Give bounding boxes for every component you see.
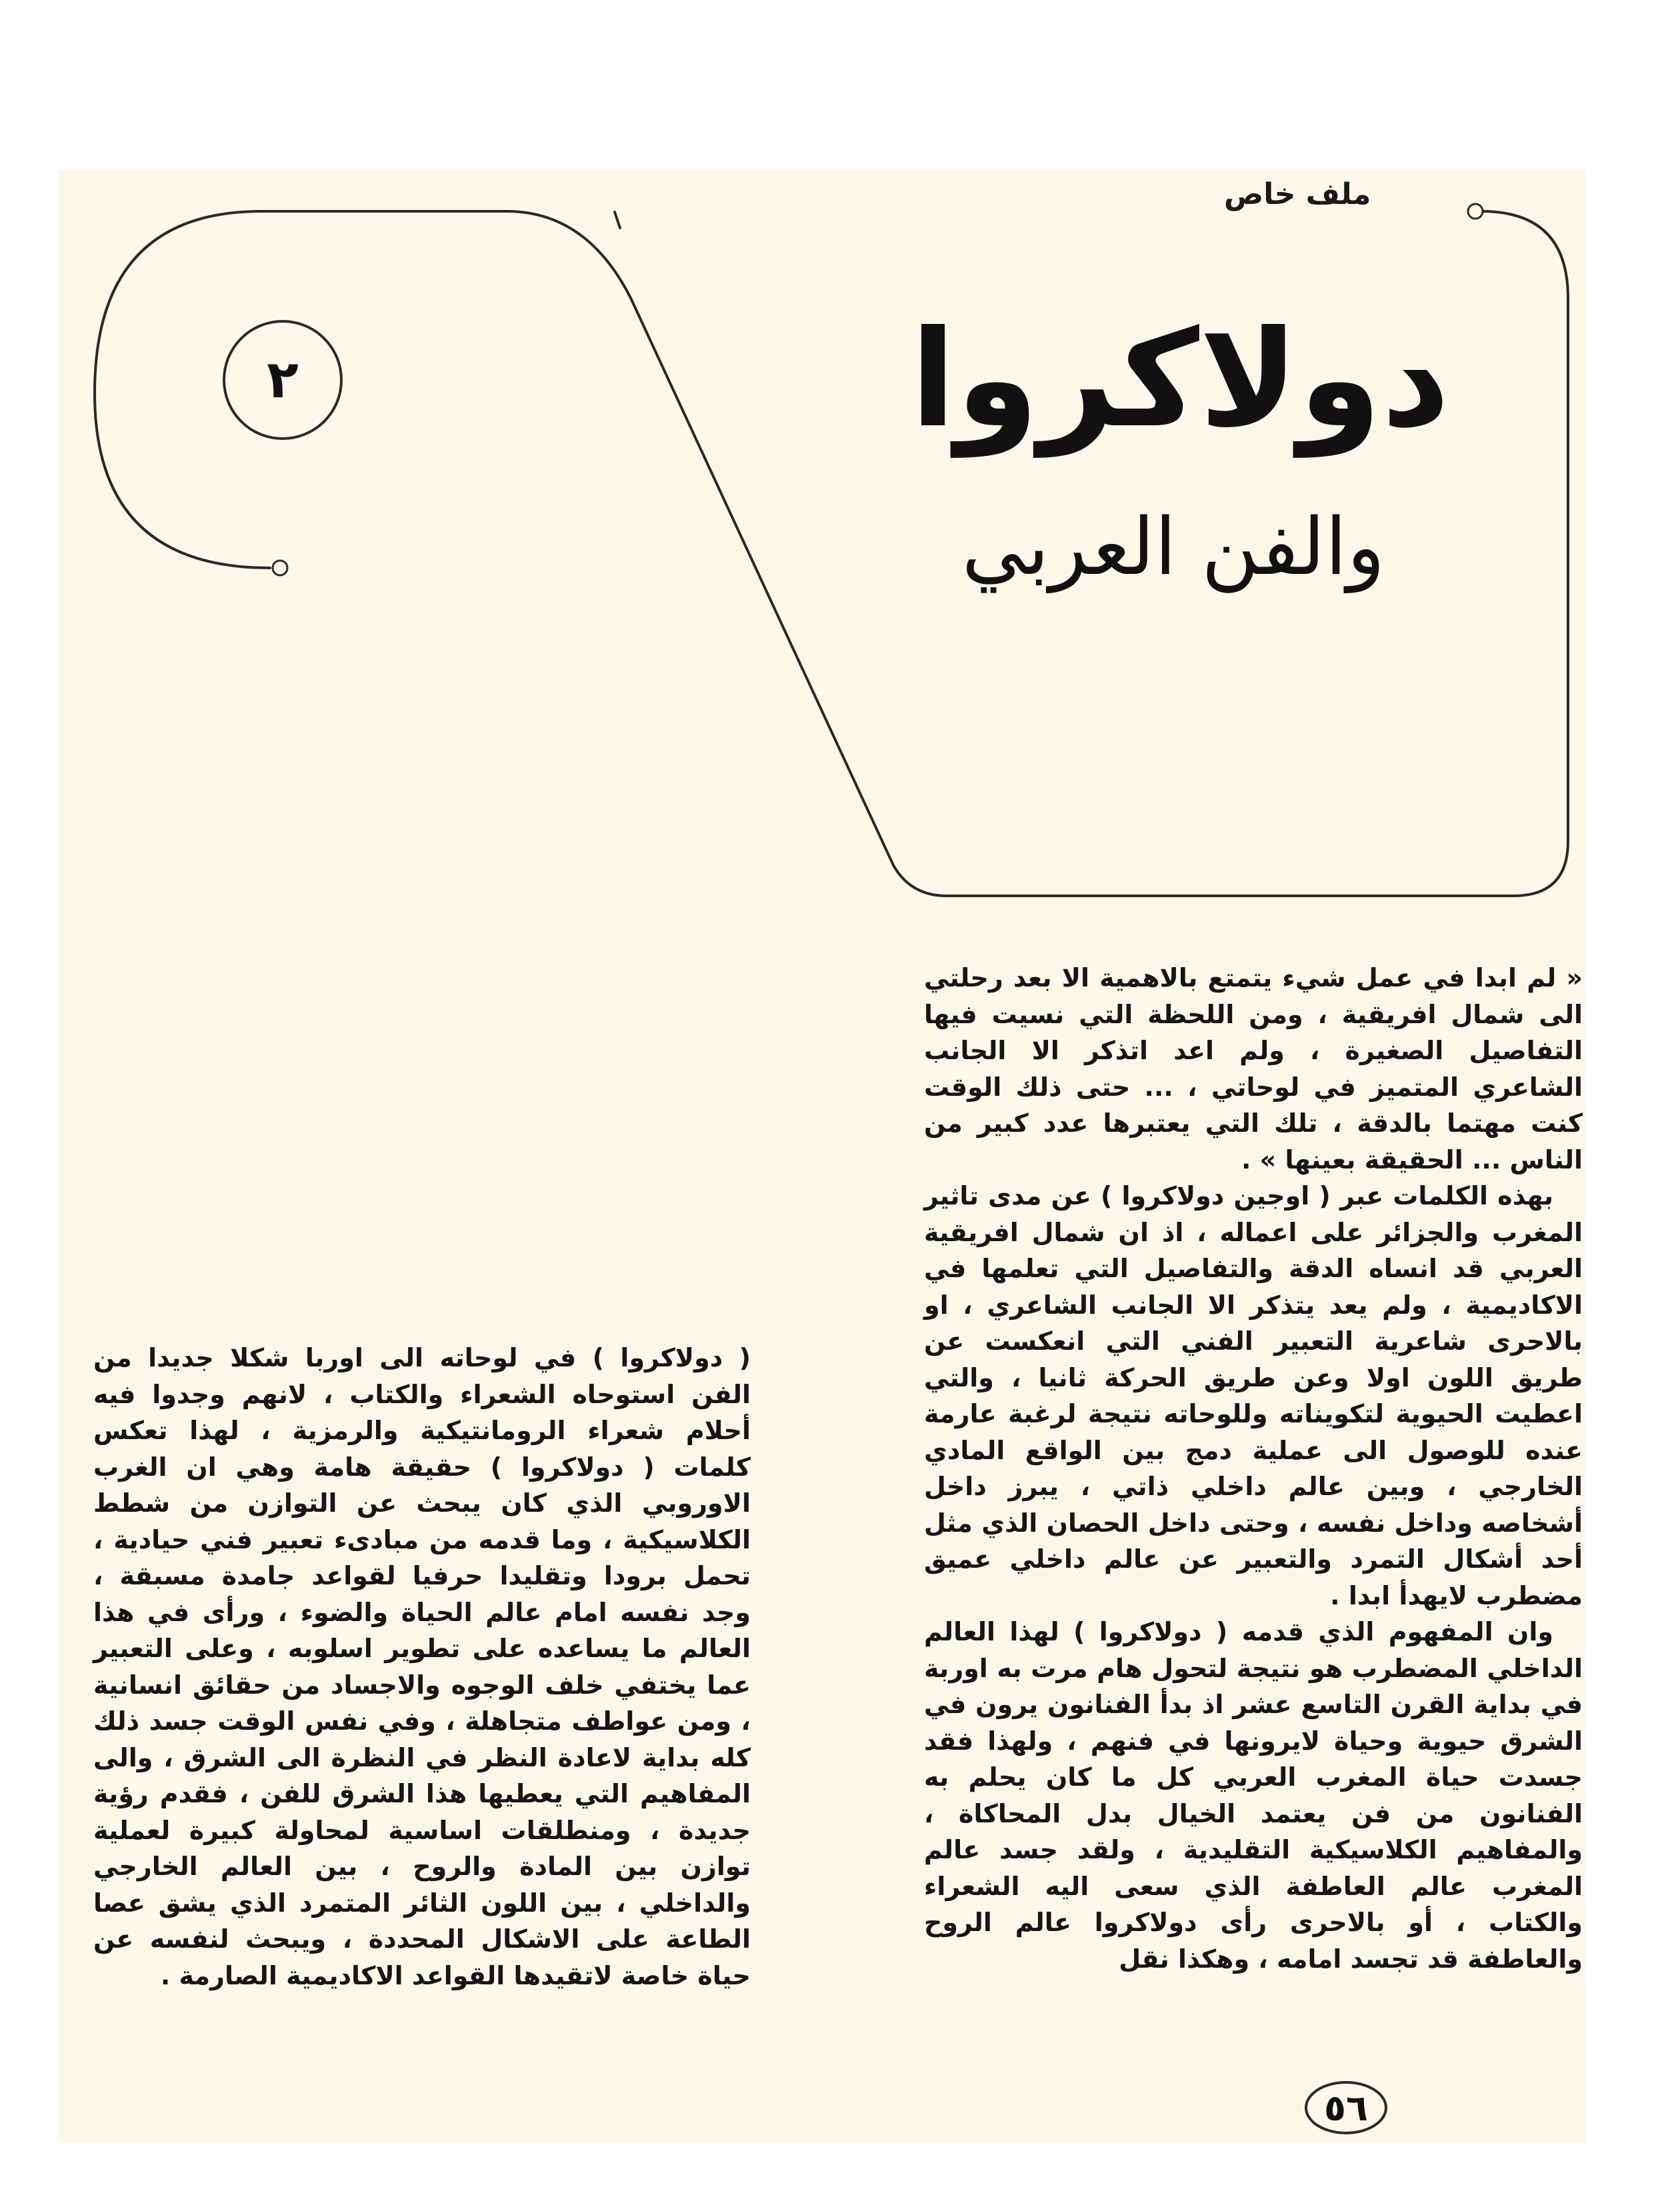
section-tag: ملف خاص	[1224, 177, 1371, 211]
issue-number: ٢	[267, 350, 299, 410]
paragraph: بهذه الكلمات عبر ( اوجين دولاكروا ) عن مدى تاثير المغرب والجزائر على اعماله ، اذ ان شمال افريقية العربي قد انساه الدقة والتفاصيل التي تعلمها في الاكاديمية ، ولم يعد يتذكر الا الجانب الشاعري ، او بالاحرى شاعرية التعبير الفني التي انعكست عن طريق اللون اولا وعن طريق الحركة ثانيا ، والتي اعطيت الحيوية لتكويناته وللوحاته نتيجة لرغبة عارمة عنده للوصول الى عملية دمج بين الواقع المادي الخارجي ، وبين عالم داخلي ذاتي ، يبرز داخل أشخاصه وداخل نفسه ، وحتى داخل الحصان الذي مثل أحد أشكال التمرد والتعبير عن عالم داخلي عميق مضطرب لايهدأ ابدا .	[924, 1181, 1583, 1610]
page-number: ٥٦	[1324, 2086, 1368, 2129]
frame-tick	[615, 212, 620, 228]
article-column-left	[93, 1340, 751, 1994]
paragraph: « لم ابدا في عمل شيء يتمتع بالاهمية الا بعد رحلتي الى شمال افريقية ، ومن اللحظة التي نسيت فيها التفاصيل الصغيرة ، ولم اعد اتذكر الا الجانب الشاعري المتميز في لوحاتي ، ... حتى ذلك الوقت كنت مهتما بالدقة ، تلك التي يعتبرها عدد كبير من الناس ... الحقيقة بعينها » .	[924, 963, 1583, 1174]
frame-end-dot	[273, 561, 287, 575]
paragraph: وان المفهوم الذي قدمه ( دولاكروا ) لهذا العالم الداخلي المضطرب هو نتيجة لتحول هام مرت به اوربة في بداية القرن التاسع عشر اذ بدأ الفنانون يرون في الشرق حيوية وحياة لايرونها في فنهم ، ولهذا فقد جسدت حياة المغرب العربي كل ما كان يحلم به الفنانون من فن يعتمد الخيال بدل المحاكاة ، والمفاهيم الكلاسيكية التقليدية ، ولقد جسد عالم المغرب عالم العاطفة الذي سعى اليه الشعراء والكتاب ، أو بالاحرى رأى دولاكروا عالم الروح والعاطفة قد تجسد امامه ، وهكذا نقل	[924, 1617, 1583, 1974]
article-column-right	[924, 960, 1583, 1977]
title-subtitle: والفن العربي	[961, 501, 1385, 593]
frame-end-dot	[1468, 204, 1483, 219]
title-main: دولاكروا	[910, 302, 1450, 457]
paragraph: ( دولاكروا ) في لوحاته الى اوربا شكلا جديدا من الفن استوحاه الشعراء والكتاب ، لانهم وجدوا فيه أحلام شعراء الرومانتيكية والرمزية ، لهذا تعكس كلمات ( دولاكروا ) حقيقة هامة وهي ان الغرب الاوروبي الذي كان يبحث عن التوازن من شطط الكلاسيكية ، وما قدمه من مبادىء تعبير فني حيادية ، تحمل برودا وتقليدا حرفيا لقواعد جامدة مسبقة ، وجد نفسه امام عالم الحياة والضوء ، ورأى في هذا العالم ما يساعده على تطوير اسلوبه ، وعلى التعبير عما يختفي خلف الوجوه والاجساد من حقائق انسانية ، ومن عواطف متجاهلة ، وفي نفس الوقت جسد ذلك كله بداية لاعادة النظر في النظرة الى الشرق ، والى المفاهيم التي يعطيها هذا الشرق للفن ، فقدم رؤية جديدة ، ومنطلقات اساسية لمحاولة كبيرة لعملية توازن بين المادة والروح ، بين العالم الخارجي والداخلي ، بين اللون الثائر المتمرد الذي يشق عصا الطاعة على الاشكال المحددة ، ويبحث لنفسه عن حياة خاصة لاتقيدها القواعد الاكاديمية الصارمة .	[93, 1343, 751, 1990]
